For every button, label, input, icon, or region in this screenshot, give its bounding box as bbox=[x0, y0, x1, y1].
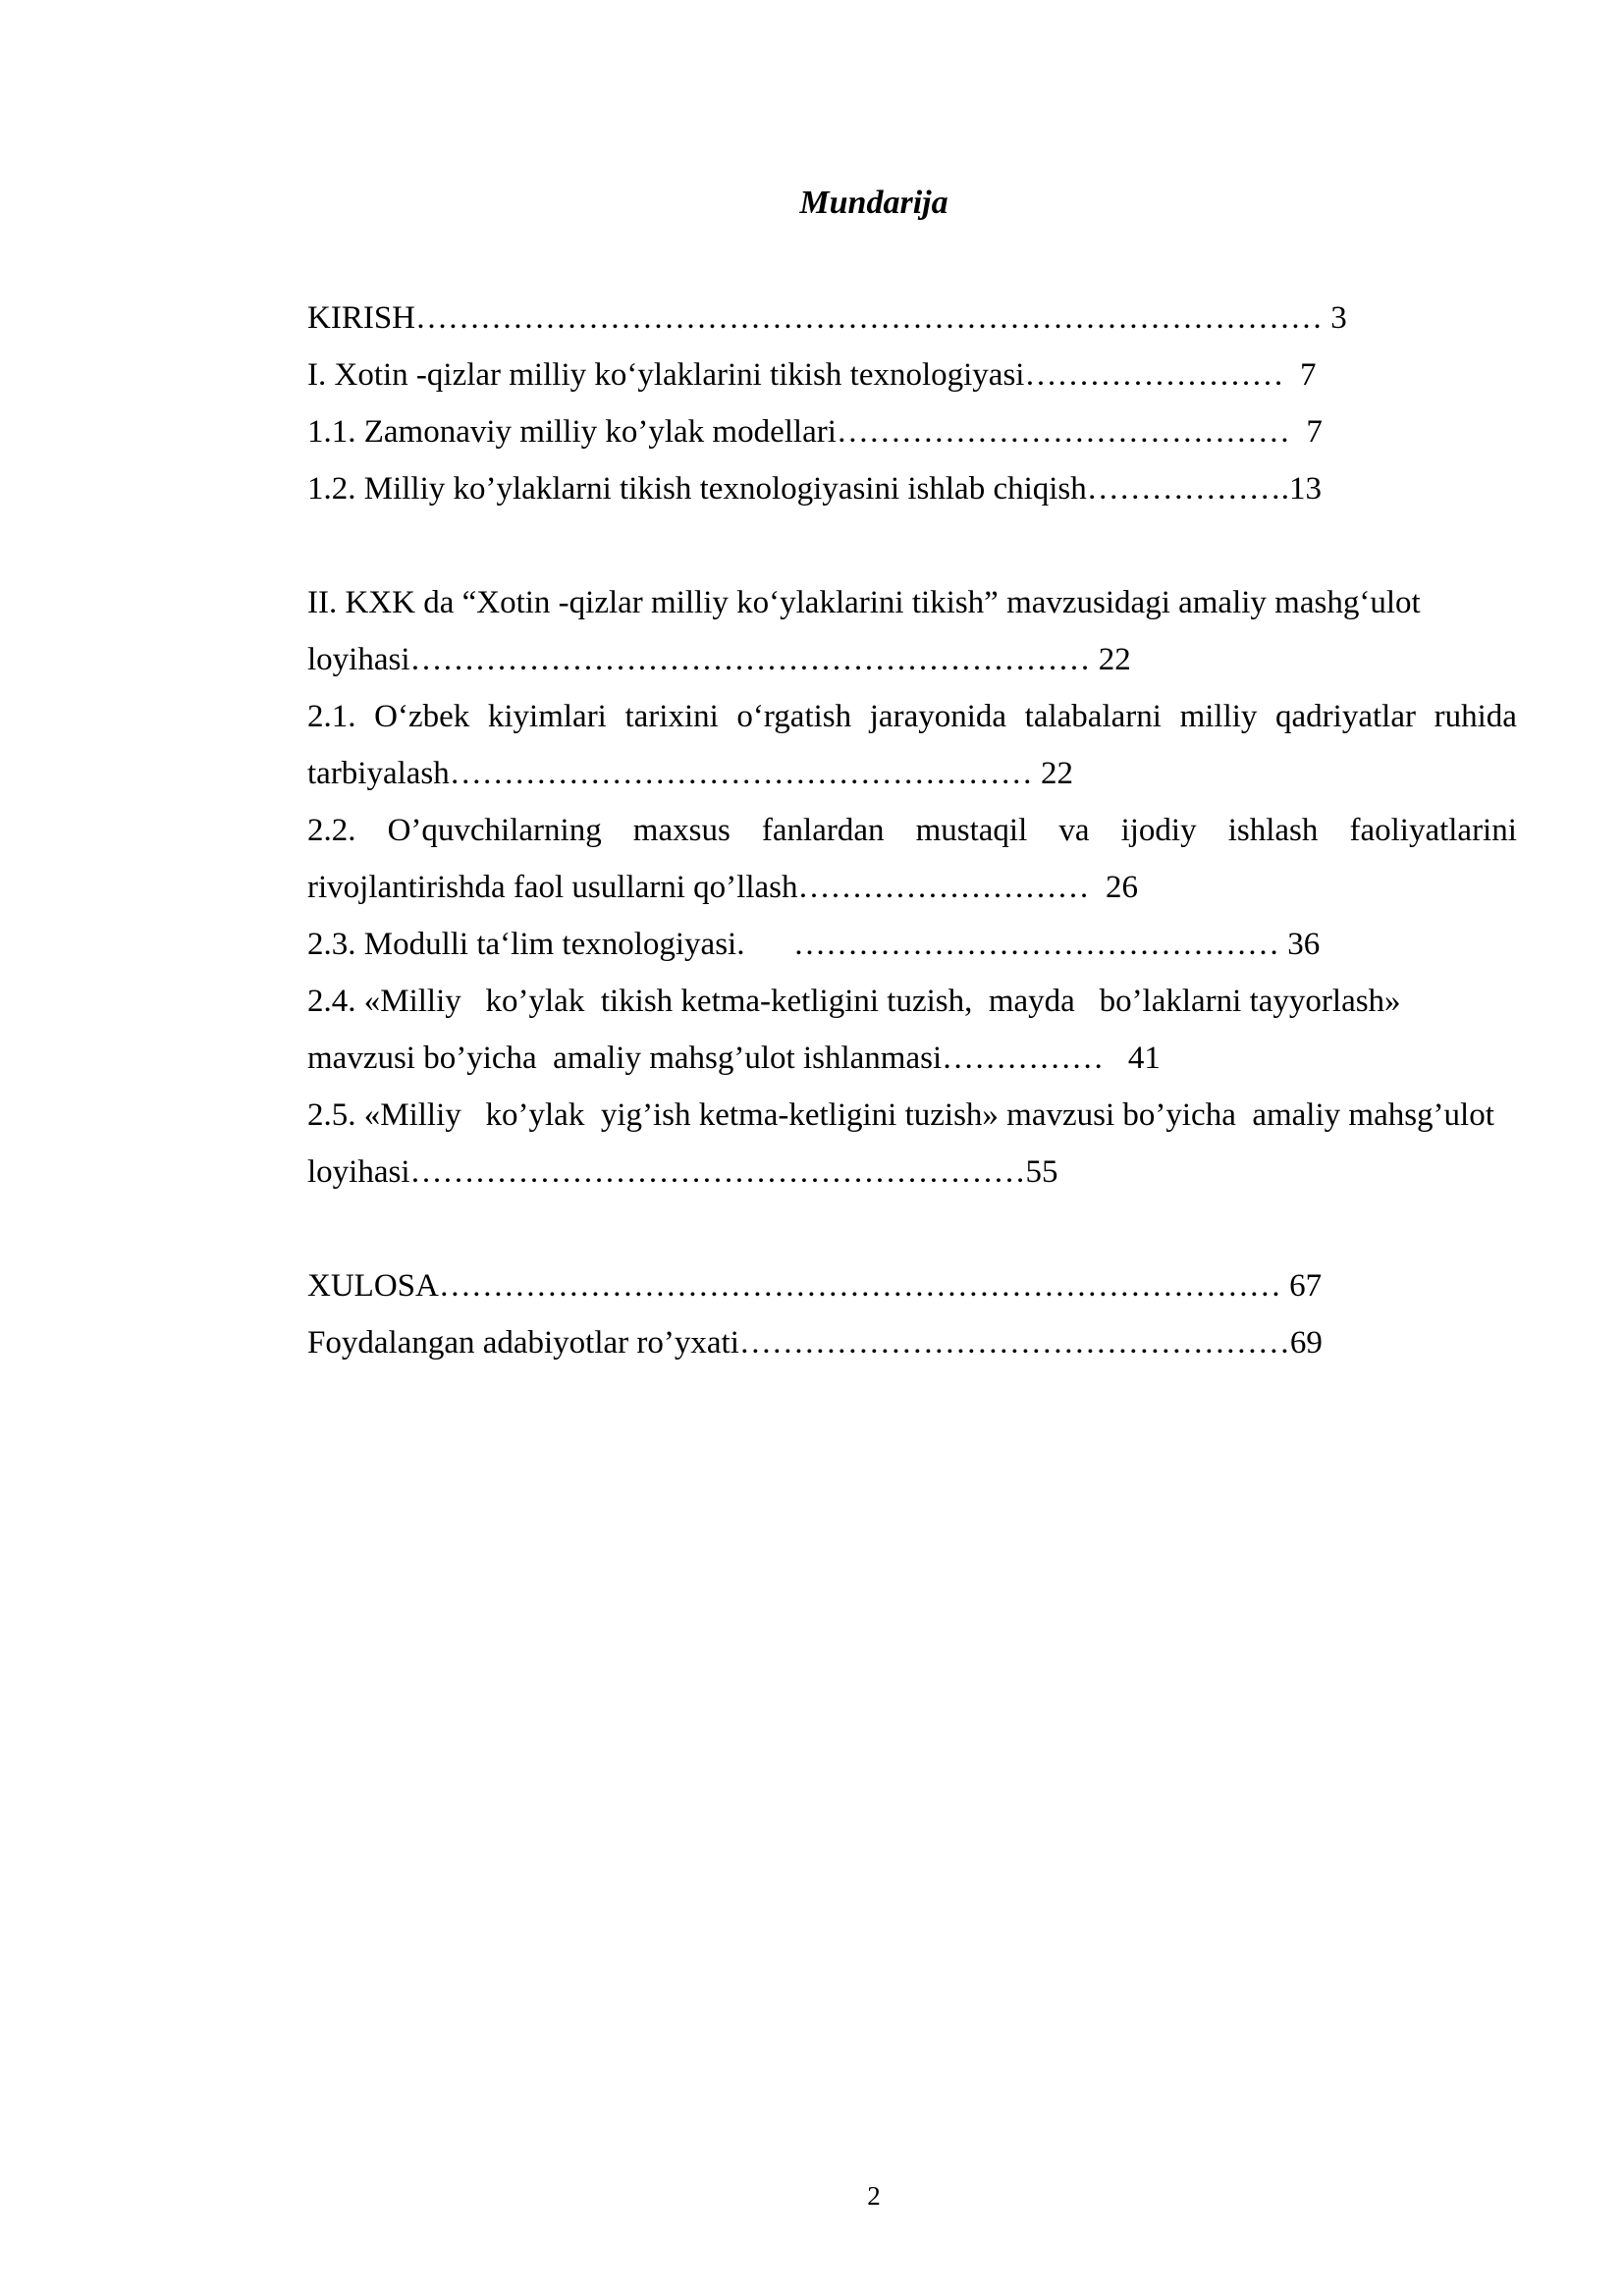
word: ijodiy bbox=[1120, 813, 1197, 848]
toc-entry-chapter-1: I. Xotin -qizlar milliy ko‘ylaklarini tikish texnologiyasi…………………… 7 bbox=[307, 357, 1317, 393]
word: ruhida bbox=[1434, 699, 1517, 734]
word: ishlash bbox=[1227, 813, 1319, 848]
toc-entry-bibliography: Foydalangan adabiyotlar ro’yxati……………………………………………69 bbox=[307, 1325, 1323, 1361]
toc-entry-section-2-2-line-2: rivojlantirishda faol usullarni qo’llash……………………… 26 bbox=[307, 870, 1138, 905]
word: O‘zbek bbox=[374, 699, 470, 734]
toc-entry-chapter-2-line-1: II. KXK da “Xotin -qizlar milliy ko‘ylaklarini tikish” mavzusidagi amaliy mashg‘ulot bbox=[307, 585, 1421, 620]
word: maxsus bbox=[632, 813, 731, 848]
toc-entry-section-2-1-line-2: tarbiyalash……………………………………………… 22 bbox=[307, 756, 1074, 791]
word: fanlardan bbox=[761, 813, 885, 848]
toc-entry-chapter-2-line-2: loyihasi……………………………………………………… 22 bbox=[307, 642, 1131, 677]
word: o‘rgatish bbox=[736, 699, 852, 734]
toc-entry-section-1-2: 1.2. Milliy ko’ylaklarni tikish texnologiyasini ishlab chiqish……………….13 bbox=[307, 471, 1323, 507]
word: va bbox=[1058, 813, 1090, 848]
word: faoliyatlarini bbox=[1349, 813, 1517, 848]
toc-entry-section-2-4-line-2: mavzusi bo’yicha amaliy mahsg’ulot ishlanmasi…………… 41 bbox=[307, 1041, 1161, 1076]
word: 2.1. bbox=[307, 699, 356, 734]
toc-entry-xulosa: XULOSA…………………………………………………………………… 67 bbox=[307, 1268, 1323, 1304]
toc-entry-section-2-1-line-1 bbox=[307, 697, 1517, 736]
toc-entry-kirish: KIRISH………………………………………………………………………… 3 bbox=[307, 300, 1347, 336]
word: kiyimlari bbox=[487, 699, 607, 734]
word: jarayonida bbox=[869, 699, 1007, 734]
word: 2.2. bbox=[307, 813, 356, 848]
toc-entry-section-2-4-line-1: 2.4. «Milliy ko’ylak tikish ketma-ketligini tuzish, mayda bo’laklarni tayyorlash» bbox=[307, 984, 1401, 1019]
word: milliy bbox=[1179, 699, 1258, 734]
toc-entry-section-2-3: 2.3. Modulli ta‘lim texnologiyasi. ……………………………………… 36 bbox=[307, 927, 1321, 962]
word: mustaqil bbox=[915, 813, 1028, 848]
word: tarixini bbox=[624, 699, 719, 734]
toc-entry-section-2-5-line-2: loyihasi…………………………………………………55 bbox=[307, 1154, 1058, 1190]
word: qadriyatlar bbox=[1275, 699, 1416, 734]
word: O’quvchilarning bbox=[387, 813, 602, 848]
toc-entry-section-1-1: 1.1. Zamonaviy milliy ko’ylak modellari…………………………………… 7 bbox=[307, 414, 1323, 450]
toc-entry-section-2-2-line-1 bbox=[307, 811, 1517, 850]
toc-entry-section-2-5-line-1: 2.5. «Milliy ko’ylak yig’ish ketma-ketligini tuzish» mavzusi bo’yicha amaliy mahsg’ulot bbox=[307, 1097, 1494, 1133]
word: talabalarni bbox=[1024, 699, 1162, 734]
page-number: 2 bbox=[867, 2181, 881, 2211]
page-title: Mundarija bbox=[799, 185, 948, 221]
